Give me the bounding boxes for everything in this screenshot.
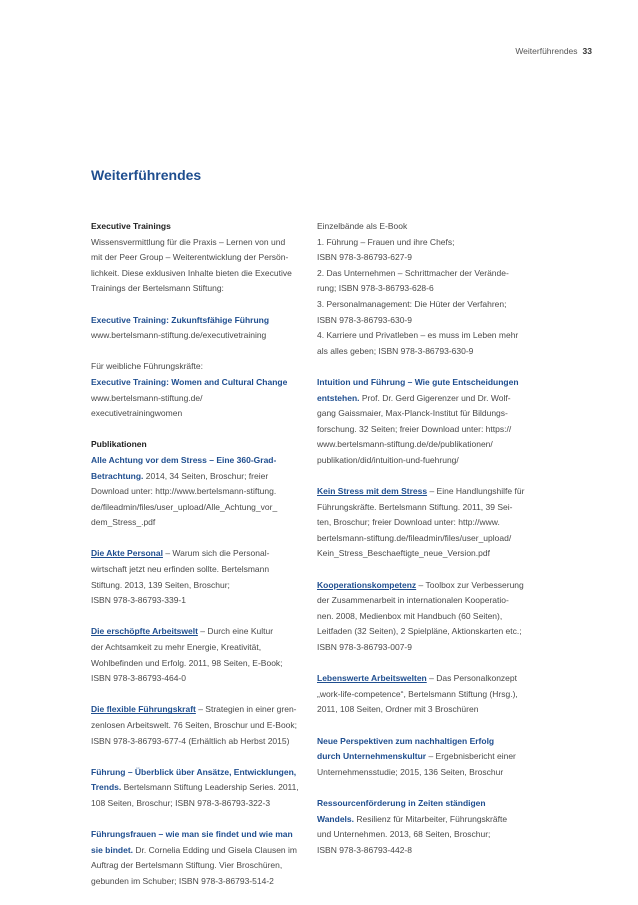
text-block: [317, 484, 533, 562]
text-line: [317, 734, 533, 750]
body-text: Stiftung. 2013, 139 Seiten, Broschur;: [91, 579, 230, 590]
body-text: Wohlbefinden und Erfolg. 2011, 98 Seiten, E-Book;: [91, 657, 283, 668]
body-text: 2011, 108 Seiten, Ordner mit 3 Broschüren: [317, 704, 479, 715]
publication-title-link: Die erschöpfte Arbeitswelt: [91, 626, 198, 637]
text-block: [317, 734, 533, 781]
body-text: Leitfaden (32 Seiten), 2 Spielpläne, Aktionskarten etc.;: [317, 626, 522, 637]
text-block: [91, 827, 307, 889]
text-block: [317, 219, 533, 359]
body-text: Einzelbände als E-Book: [317, 221, 408, 231]
publication-title-link: Betrachtung.: [91, 470, 144, 481]
text-line: [91, 640, 307, 656]
body-text: www.bertelsmann-stiftung.de/: [91, 392, 203, 403]
body-text: wirtschaft jetzt neu erfinden sollte. Bertelsmann: [91, 564, 270, 575]
publication-title-link: sie bindet.: [91, 844, 134, 855]
left-column: [91, 219, 307, 905]
page-number: 33: [582, 46, 592, 56]
text-line: [91, 858, 307, 874]
publication-title-link: Kein Stress mit dem Stress: [317, 486, 428, 497]
body-text: der Zusammenarbeit in internationalen Kooperatio-: [317, 595, 509, 606]
heading-text: Executive Trainings: [91, 221, 171, 231]
text-block: [91, 359, 307, 421]
publication-title-link: Neue Perspektiven zum nachhaltigen Erfolg: [317, 735, 495, 746]
body-text: ten, Broschur; freier Download unter: http://www.: [317, 517, 500, 528]
text-line: [91, 578, 307, 594]
text-line: [91, 313, 307, 329]
running-header: [515, 46, 592, 56]
body-text: gebunden im Schuber; ISBN 978-3-86793-514-2: [91, 875, 274, 886]
heading-text: Publikationen: [91, 439, 147, 450]
body-text: und Unternehmen. 2013, 68 Seiten, Broschur;: [317, 829, 491, 840]
body-text: – Ergebnisbericht einer: [426, 751, 516, 762]
text-line: [91, 796, 307, 812]
publication-title-link: Die flexible Führungskraft: [91, 704, 196, 715]
body-text: 2. Das Unternehmen – Schrittmacher der Verände-: [317, 267, 509, 278]
body-text: de/fileadmin/files/user_upload/Alle_Achtung_vor_: [91, 501, 278, 512]
text-line: [317, 812, 533, 828]
text-line: [317, 609, 533, 625]
text-block: [91, 219, 307, 297]
body-text: gang Gaissmaier, Max-Planck-Institut für Bildungs-: [317, 408, 508, 419]
publication-title-link: entstehen.: [317, 392, 360, 403]
text-line: [317, 375, 533, 391]
text-line: [317, 422, 533, 438]
body-text: Download unter: http://www.bertelsmann-stiftung.: [91, 486, 277, 497]
body-text: Für weibliche Führungskräfte:: [91, 361, 203, 372]
body-text: ISBN 978-3-86793-339-1: [91, 595, 186, 606]
publication-title-link: Wandels.: [317, 813, 354, 824]
text-line: [91, 656, 307, 672]
body-text: Dr. Cornelia Edding und Gisela Clausen im: [133, 844, 297, 855]
text-line: [317, 344, 533, 360]
body-text: bertelsmann-stiftung.de/fileadmin/files/user_upload/: [317, 532, 512, 543]
text-line: [317, 671, 533, 687]
text-line: [317, 235, 533, 251]
text-line: [91, 780, 307, 796]
text-line: [317, 843, 533, 859]
body-text: als alles geben; ISBN 978-3-86793-630-9: [317, 345, 474, 356]
publication-title-link: Trends.: [91, 782, 122, 793]
body-text: Prof. Dr. Gerd Gigerenzer und Dr. Wolf-: [359, 392, 511, 403]
body-text: Trainings der Bertelsmann Stiftung:: [91, 283, 224, 294]
text-line: [317, 702, 533, 718]
body-text: 2014, 34 Seiten, Broschur; freier: [143, 470, 269, 481]
text-line: [317, 219, 533, 235]
body-text: 1. Führung – Frauen und ihre Chefs;: [317, 236, 455, 247]
text-line: [91, 546, 307, 562]
text-line: [91, 671, 307, 687]
text-line: [317, 313, 533, 329]
text-line: [91, 437, 307, 453]
publication-title-link: Die Akte Personal: [91, 548, 163, 559]
text-line: [317, 624, 533, 640]
body-text: 4. Karriere und Privatleben – es muss im Leben mehr: [317, 330, 519, 341]
text-line: [317, 578, 533, 594]
text-line: [91, 593, 307, 609]
text-block: [91, 437, 307, 531]
text-line: [91, 484, 307, 500]
text-line: [317, 765, 533, 781]
publication-title-link: Executive Training: Zukunftsfähige Führung: [91, 314, 270, 325]
text-line: [91, 469, 307, 485]
right-column: [317, 219, 533, 874]
body-text: zenlosen Arbeitswelt. 76 Seiten, Broschur und E-Book;: [91, 720, 298, 730]
body-text: Kein_Stress_Beschaeftigte_neue_Version.pdf: [317, 548, 490, 559]
publication-title-link: Intuition und Führung – Wie gute Entscheidungen: [317, 376, 519, 387]
text-line: [91, 843, 307, 859]
body-text: dem_Stress_.pdf: [91, 517, 156, 528]
text-line: [91, 235, 307, 251]
text-line: [317, 281, 533, 297]
body-text: Führungskräfte. Bertelsmann Stiftung. 2011, 39 Sei-: [317, 501, 513, 512]
text-line: [91, 827, 307, 843]
text-line: [317, 640, 533, 656]
text-line: [317, 546, 533, 562]
body-text: ISBN 978-3-86793-630-9: [317, 314, 412, 325]
body-text: der Achtsamkeit zu mehr Energie, Kreativität,: [91, 642, 262, 653]
publication-title-link: Kooperationskompetenz: [317, 579, 417, 590]
body-text: Unternehmensstudie; 2015, 136 Seiten, Broschur: [317, 766, 504, 777]
text-line: [91, 624, 307, 640]
text-block: [317, 578, 533, 656]
publication-title-link: Executive Training: Women and Cultural Change: [91, 376, 288, 387]
text-line: [91, 375, 307, 391]
publication-title-link: Ressourcenförderung in Zeiten ständigen: [317, 797, 486, 808]
text-line: [317, 531, 533, 547]
text-line: [91, 515, 307, 531]
running-header-section: Weiterführendes: [515, 46, 578, 56]
body-text: www.bertelsmann-stiftung.de/de/publikationen/: [317, 439, 493, 450]
text-line: [91, 359, 307, 375]
text-line: [317, 391, 533, 407]
text-line: [317, 484, 533, 500]
text-line: [91, 765, 307, 781]
body-text: rung; ISBN 978-3-86793-628-6: [317, 283, 434, 294]
text-line: [317, 827, 533, 843]
body-text: Auftrag der Bertelsmann Stiftung. Vier Broschüren,: [91, 860, 283, 871]
text-line: [91, 219, 307, 235]
text-line: [91, 500, 307, 516]
text-line: [91, 702, 307, 718]
text-line: [317, 749, 533, 765]
text-line: [317, 687, 533, 703]
text-line: [317, 406, 533, 422]
body-text: – Eine Handlungshilfe für: [427, 486, 525, 497]
text-line: [317, 593, 533, 609]
text-line: [317, 796, 533, 812]
text-line: [91, 250, 307, 266]
text-line: [317, 515, 533, 531]
text-line: [91, 718, 307, 734]
text-line: [91, 391, 307, 407]
body-text: Bertelsmann Stiftung Leadership Series. 2011,: [121, 782, 299, 793]
text-block: [317, 375, 533, 469]
body-text: Wissensvermittlung für die Praxis – Lernen von und: [91, 236, 286, 247]
body-text: forschung. 32 Seiten; freier Download unter: https://: [317, 423, 512, 434]
body-text: 3. Personalmanagement: Die Hüter der Verfahren;: [317, 298, 507, 309]
body-text: – Warum sich die Personal-: [162, 548, 270, 559]
body-text: ISBN 978-3-86793-442-8: [317, 844, 412, 855]
body-text: – Das Personalkonzept: [426, 673, 517, 684]
text-line: [317, 437, 533, 453]
body-text: mit der Peer Group – Weiterentwicklung der Persön-: [91, 252, 289, 263]
body-text: 108 Seiten, Broschur; ISBN 978-3-86793-322-3: [91, 797, 271, 808]
body-text: – Durch eine Kultur: [197, 626, 274, 637]
body-text: publikation/did/intuition-und-fuehrung/: [317, 454, 459, 465]
text-block: [91, 313, 307, 344]
text-line: [91, 562, 307, 578]
body-text: ISBN 978-3-86793-627-9: [317, 252, 412, 263]
text-block: [91, 624, 307, 686]
body-text: executivetrainingwomen: [91, 408, 183, 419]
page-title: Weiterführendes: [91, 167, 202, 183]
text-line: [317, 250, 533, 266]
body-text: – Toolbox zur Verbesserung: [416, 579, 524, 590]
body-text: nen. 2008, Medienbox mit Handbuch (60 Seiten),: [317, 610, 503, 621]
publication-title-link: durch Unternehmenskultur: [317, 751, 427, 762]
body-text: ISBN 978-3-86793-007-9: [317, 642, 412, 653]
text-line: [317, 266, 533, 282]
text-line: [317, 500, 533, 516]
body-text: „work-life-competence“, Bertelsmann Stiftung (Hrsg.),: [317, 688, 518, 699]
body-text: Resilienz für Mitarbeiter, Führungskräfte: [354, 813, 508, 824]
text-block: [91, 546, 307, 608]
publication-title-link: Lebenswerte Arbeitswelten: [317, 673, 427, 684]
text-line: [91, 453, 307, 469]
text-block: [317, 796, 533, 858]
publication-title-link: Führung – Überblick über Ansätze, Entwicklungen,: [91, 766, 297, 777]
text-line: [317, 453, 533, 469]
body-text: lichkeit. Diese exklusiven Inhalte bieten die Executive: [91, 267, 292, 278]
body-text: ISBN 978-3-86793-464-0: [91, 673, 186, 684]
publication-title-link: Alle Achtung vor dem Stress – Eine 360-Grad-: [91, 454, 277, 465]
body-text: ISBN 978-3-86793-677-4 (Erhältlich ab Herbst 2015): [91, 735, 290, 746]
text-line: [91, 281, 307, 297]
text-block: [91, 702, 307, 749]
text-block: [317, 671, 533, 718]
text-line: [91, 874, 307, 890]
text-line: [317, 297, 533, 313]
text-line: [317, 328, 533, 344]
publication-title-link: Führungsfrauen – wie man sie findet und wie man: [91, 829, 293, 840]
text-line: [91, 734, 307, 750]
body-text: www.bertelsmann-stiftung.de/executivetraining: [91, 330, 267, 341]
text-line: [91, 406, 307, 422]
text-block: [91, 765, 307, 812]
text-line: [91, 328, 307, 344]
body-text: – Strategien in einer gren-: [195, 704, 297, 715]
text-line: [91, 266, 307, 282]
